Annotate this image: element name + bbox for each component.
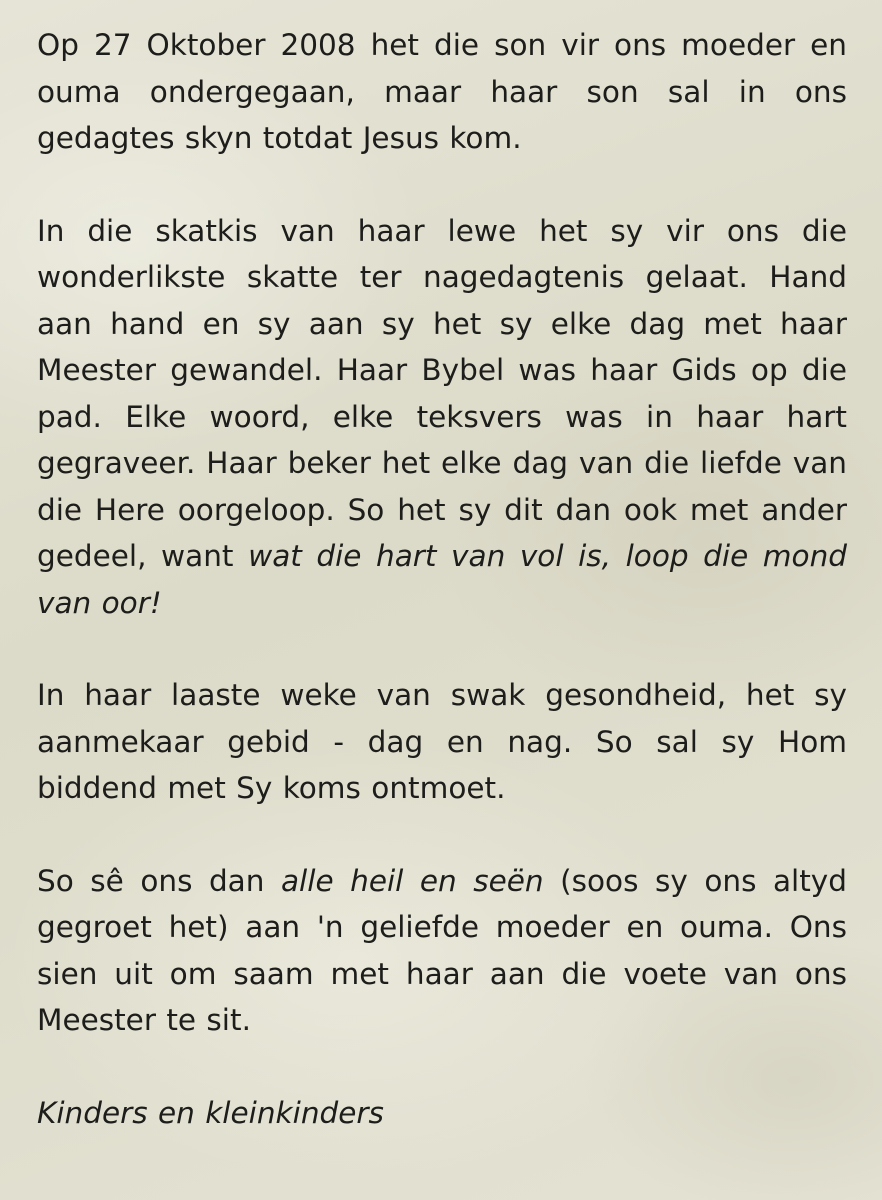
- paragraph-3: [37, 672, 847, 812]
- paragraph-4: [37, 858, 847, 1044]
- paragraph-4-text-start: So sê ons dan: [37, 863, 281, 898]
- paragraph-4-text-end: (soos sy ons altyd gegroet het) aan 'n geliefde moeder en ouma. Ons sien uit om saam met haar aan die voete van ons Meester te sit.: [37, 863, 847, 1037]
- paragraph-2: [37, 208, 847, 627]
- signature-text: Kinders en kleinkinders: [37, 1095, 384, 1130]
- paragraph-1: [37, 22, 847, 162]
- paragraph-2-quote: wat die hart van vol is, loop die mond van oor!: [37, 539, 847, 620]
- paragraph-3-text: In haar laaste weke van swak gesondheid, het sy aanmekaar gebid - dag en nag. So sal sy Hom biddend met Sy koms ontmoet.: [37, 678, 847, 805]
- paragraph-4-greeting: alle heil en seën: [280, 863, 544, 898]
- paragraph-2-text: In die skatkis van haar lewe het sy vir ons die wonderlikste skatte ter nagedagtenis gelaat. Hand aan hand en sy aan sy het sy elke dag met haar Meester gewandel. Haar Bybel was haar Gids op die pad. Elke woord, elke teksvers was in haar hart gegraveer. Haar beker het elke dag van die liefde van die Here oorgeloop. So het sy dit dan ook met ander gedeel, want: [37, 213, 847, 573]
- signature: [37, 1090, 847, 1137]
- paragraph-1-text: Op 27 Oktober 2008 het die son vir ons moeder en ouma ondergegaan, maar haar son sal in ons gedagtes skyn totdat Jesus kom.: [37, 28, 847, 155]
- memorial-text: [37, 22, 847, 1136]
